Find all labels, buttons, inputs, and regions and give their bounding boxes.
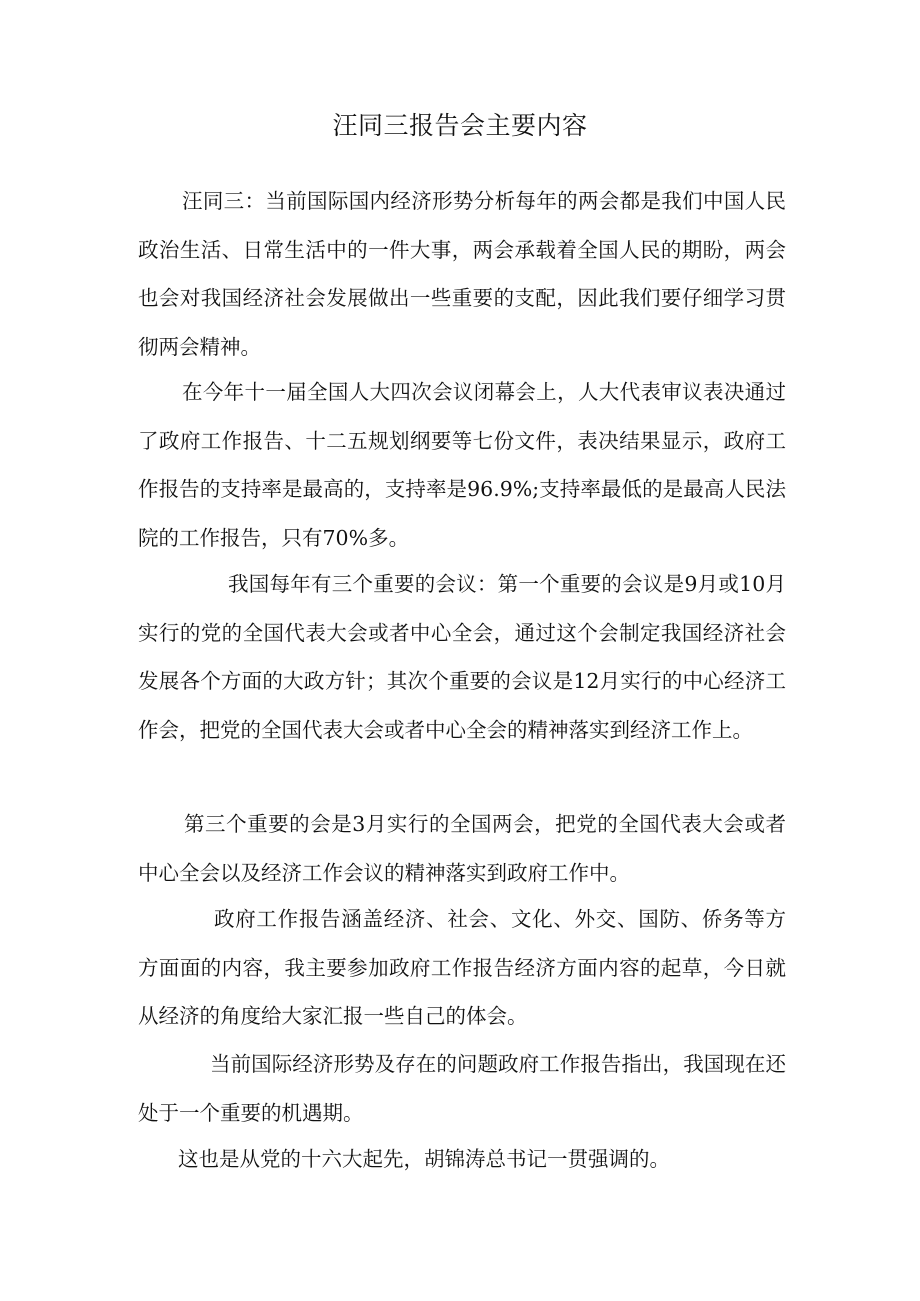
document-title: 汪同三报告会主要内容 — [332, 111, 588, 140]
paragraph-report-scope: 政府工作报告涵盖经济、社会、文化、外交、国防、侨务等方方面面的内容，我主要参加政府工作报告经济方面内容的起草，今日就从经济的角度给大家汇报一些自己的体会。 — [138, 907, 786, 1028]
paragraph-closing: 这也是从党的十六大起先，胡锦涛总书记一贯强调的。 — [178, 1147, 670, 1171]
paragraph-opportunity-period: 当前国际经济形势及存在的问题政府工作报告指出，我国现在还处于一个重要的机遇期。 — [138, 1052, 786, 1125]
paragraph-third-meeting: 第三个重要的会是3月实行的全国两会，把党的全国代表大会或者中心全会以及经济工作会议的精神落实到政府工作中。 — [138, 812, 786, 885]
paragraph-intro: 汪同三：当前国际国内经济形势分析每年的两会都是我们中国人民政治生活、日常生活中的一件大事，两会承载着全国人民的期盼，两会也会对我国经济社会发展做出一些重要的支配，因此我们要仔细学习贯彻两会精神。 — [138, 189, 786, 359]
paragraph-vote-results: 在今年十一届全国人大四次会议闭幕会上，人大代表审议表决通过了政府工作报告、十二五规划纲要等七份文件，表决结果显示，政府工作报告的支持率是最高的，支持率是96.9%;支持率最低的是最高人民法院的工作报告，只有70%多。 — [138, 380, 786, 550]
paragraph-three-meetings: 我国每年有三个重要的会议：第一个重要的会议是9月或10月实行的党的全国代表大会或者中心全会，通过这个会制定我国经济社会发展各个方面的大政方针；其次个重要的会议是12月实行的中心经济工作会，把党的全国代表大会或者中心全会的精神落实到经济工作上。 — [138, 572, 786, 742]
